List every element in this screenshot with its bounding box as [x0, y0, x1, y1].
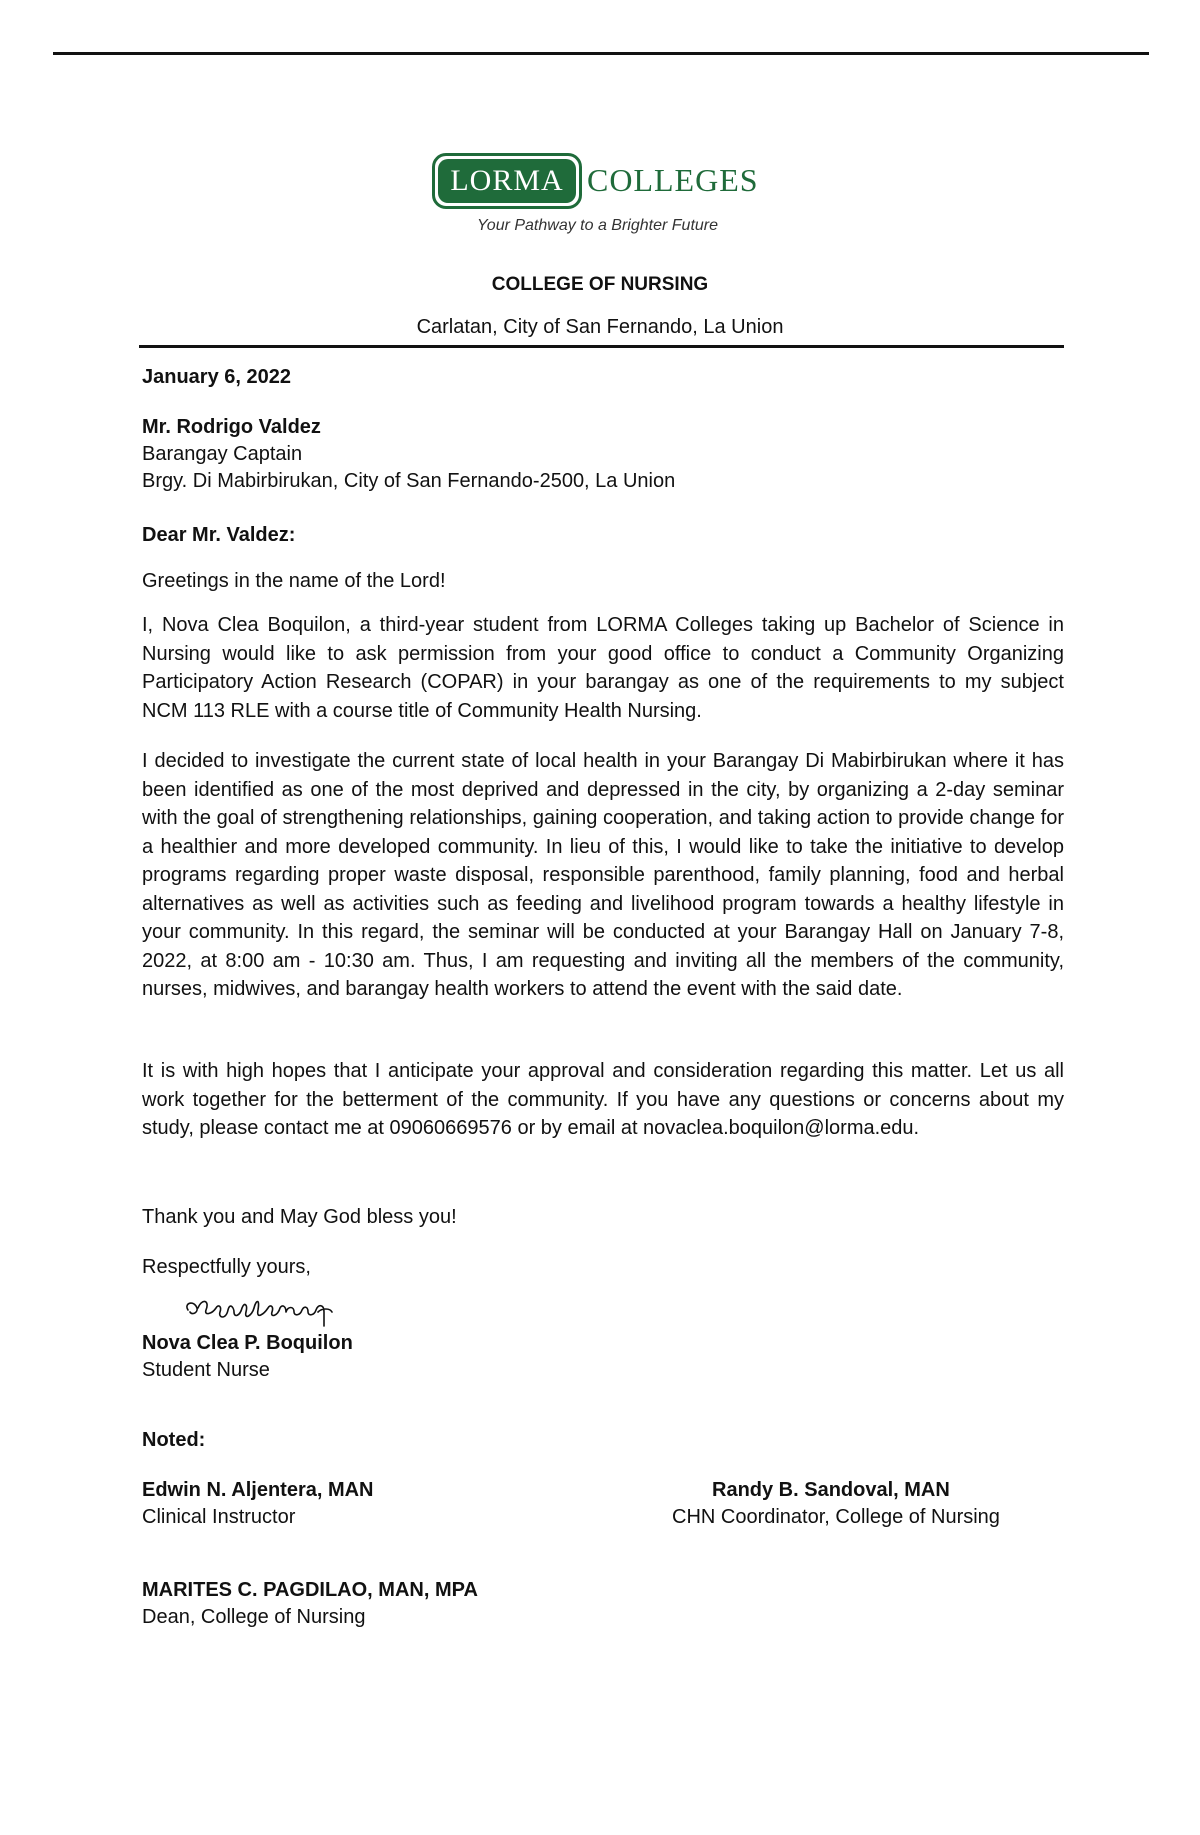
signatory-name: Randy B. Sandoval, MAN [712, 1479, 950, 1501]
paragraph-text: It is with high hopes that I anticipate your approval and consideration regarding this matter. Let us all work together for the betterment of the community. If you have any questions or concerns about my study, please contact me at 09060669576 or by email at novaclea.boquilon@lorma.edu. [142, 1060, 1064, 1139]
recipient-title: Barangay Captain [142, 443, 303, 465]
logo-colleges-text: COLLEGES [587, 162, 759, 198]
salutation: Dear Mr. Valdez: [142, 524, 296, 546]
signatory-title: Clinical Instructor [142, 1506, 296, 1528]
noted-signatory-2 [672, 1477, 1072, 1531]
top-divider [53, 52, 1149, 55]
noted-label: Noted: [142, 1429, 206, 1451]
noted-signatory-1 [142, 1477, 562, 1531]
logo-badge-text: LORMA [438, 159, 576, 203]
body-paragraph-1 [142, 611, 1064, 725]
college-name: COLLEGE OF NURSING [491, 274, 709, 295]
signatory-title: Dean, College of Nursing [142, 1606, 366, 1628]
logo-badge [432, 153, 582, 209]
lorma-logo [432, 153, 772, 238]
body-paragraph-2 [142, 747, 1064, 1004]
signatory-name: Edwin N. Aljentera, MAN [142, 1479, 374, 1501]
recipient-name: Mr. Rodrigo Valdez [142, 416, 321, 438]
paragraph-text: I decided to investigate the current state of local health in your Barangay Di Mabirbirukan where it has been identified as one of the most deprived and depressed in the city, by organizing a 2-day seminar with the goal of strengthening relationships, gaining cooperation, and taking action to provide change for a healthier and more developed community. In lieu of this, I would like to take the initiative to develop programs regarding proper waste disposal, responsible parenthood, family planning, food and herbal alternatives as well as activities such as feeding and livelihood program towards a healthy lifestyle in your community. In this regard, the seminar will be conducted at your Barangay Hall on January 7-8, 2022, at 8:00 am - 10:30 am. Thus, I am requesting and inviting all the members of the community, nurses, midwives, and barangay health workers to attend the event with the said date. [142, 750, 1064, 1000]
thanks-line: Thank you and May God bless you! [142, 1206, 457, 1228]
noted-signatory-3 [142, 1577, 1064, 1631]
sender-name: Nova Clea P. Boquilon [142, 1332, 353, 1354]
recipient-address: Brgy. Di Mabirbirukan, City of San Fernando-2500, La Union [142, 470, 676, 492]
logo-tagline: Your Pathway to a Brighter Future [477, 217, 719, 234]
letter-date: January 6, 2022 [142, 366, 291, 388]
closing-line: Respectfully yours, [142, 1256, 311, 1278]
greeting: Greetings in the name of the Lord! [142, 570, 446, 592]
signatory-name: MARITES C. PAGDILAO, MAN, MPA [142, 1579, 478, 1601]
header-divider [139, 345, 1064, 348]
signature-image [182, 1290, 342, 1330]
body-paragraph-3 [142, 1057, 1064, 1143]
sender-block [142, 1330, 1064, 1384]
paragraph-text: I, Nova Clea Boquilon, a third-year student from LORMA Colleges taking up Bachelor of Science in Nursing would like to ask permission from your good office to conduct a Community Organizing Participatory Action Research (COPAR) in your barangay as one of the requirements to my subject NCM 113 RLE with a course title of Community Health Nursing. [142, 614, 1064, 722]
recipient-block [142, 414, 1064, 495]
sender-title: Student Nurse [142, 1359, 270, 1381]
signatory-title: CHN Coordinator, College of Nursing [672, 1506, 1000, 1528]
college-address: Carlatan, City of San Fernando, La Union [416, 316, 784, 338]
